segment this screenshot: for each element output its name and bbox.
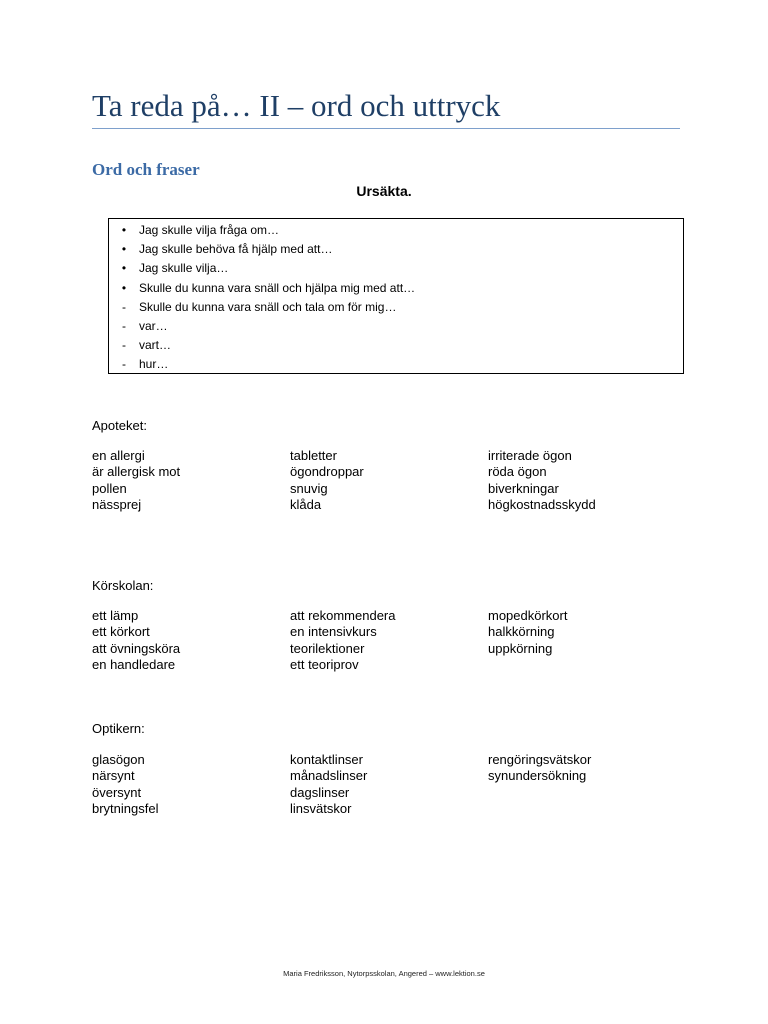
word: teorilektioner: [290, 640, 365, 656]
phrase-item: [109, 317, 683, 336]
word: klåda: [290, 496, 322, 512]
dash-marker: -: [122, 319, 126, 334]
word: närsynt: [92, 768, 135, 784]
bullet-marker: •: [121, 223, 127, 238]
phrase-text: Skulle du kunna vara snäll och tala om för mig…: [139, 299, 397, 314]
center-heading: Ursäkta.: [356, 183, 412, 199]
word: är allergisk mot: [92, 464, 181, 480]
dash-marker: -: [122, 299, 126, 314]
word: tabletter: [290, 448, 337, 463]
phrase-text: vart…: [139, 338, 172, 353]
word: ett teoriprov: [290, 656, 359, 672]
section-title-apoteket: Apoteket:: [92, 418, 147, 433]
word: linsvätskor: [290, 800, 352, 816]
word: att rekommendera: [290, 608, 396, 623]
phrase-item: [109, 298, 683, 317]
word: ett lämp: [92, 608, 139, 623]
dash-marker: -: [122, 357, 126, 372]
word: synundersökning: [488, 768, 587, 784]
word: en allergi: [92, 448, 145, 463]
word: mopedkörkort: [488, 608, 568, 623]
word-column: [290, 752, 488, 817]
word-column: [92, 752, 290, 817]
phrase-item: [109, 259, 683, 278]
word: en intensivkurs: [290, 624, 377, 640]
phrase-text: Jag skulle vilja fråga om…: [139, 223, 280, 238]
word-grid-optikern: [92, 752, 692, 817]
section-title-korskolan: Körskolan:: [92, 578, 154, 593]
word-column: [488, 608, 686, 673]
phrase-item: [109, 240, 683, 259]
phrase-item: [109, 221, 683, 240]
word-column: [290, 448, 488, 513]
word: irriterade ögon: [488, 448, 572, 463]
phrase-item: [109, 336, 683, 355]
word: en handledare: [92, 656, 176, 672]
word: ögondroppar: [290, 464, 364, 480]
word: kontaktlinser: [290, 752, 363, 767]
word: halkkörning: [488, 624, 555, 640]
word-column: [488, 752, 686, 817]
dash-marker: -: [122, 338, 126, 353]
phrase-text: Skulle du kunna vara snäll och hjälpa mig med att…: [139, 280, 416, 295]
section-title-optikern: Optikern:: [92, 721, 145, 736]
word: rengöringsvätskor: [488, 752, 592, 767]
word-column: [92, 608, 290, 673]
word: högkostnadsskydd: [488, 496, 596, 512]
section-subtitle: Ord och fraser: [92, 160, 200, 179]
phrase-item: [109, 355, 683, 374]
phrase-text: Jag skulle behöva få hjälp med att…: [139, 242, 333, 257]
word: brytningsfel: [92, 800, 159, 816]
word-column: [488, 448, 686, 513]
word: dagslinser: [290, 784, 350, 800]
word: ett körkort: [92, 624, 150, 640]
word: röda ögon: [488, 464, 547, 480]
word-column: [290, 608, 488, 673]
phrase-item: [109, 279, 683, 298]
word: att övningsköra: [92, 640, 181, 656]
word: pollen: [92, 480, 127, 496]
word: snuvig: [290, 480, 328, 496]
phrase-box: [108, 218, 684, 374]
page-title: Ta reda på… II – ord och uttryck: [92, 86, 680, 129]
word: nässprej: [92, 496, 142, 512]
page-footer: Maria Fredriksson, Nytorpsskolan, Angered – www.lektion.se: [283, 969, 485, 978]
word: översynt: [92, 784, 142, 800]
phrase-text: hur…: [139, 357, 169, 372]
phrase-text: Jag skulle vilja…: [139, 261, 229, 276]
bullet-marker: •: [121, 242, 127, 257]
word: biverkningar: [488, 480, 559, 496]
word: månadslinser: [290, 768, 368, 784]
word-grid-korskolan: [92, 608, 692, 673]
bullet-marker: •: [121, 280, 127, 295]
word: glasögon: [92, 752, 145, 767]
word-column: [92, 448, 290, 513]
phrase-text: var…: [139, 319, 168, 334]
word-grid-apoteket: [92, 448, 692, 513]
word: uppkörning: [488, 640, 553, 656]
bullet-marker: •: [121, 261, 127, 276]
